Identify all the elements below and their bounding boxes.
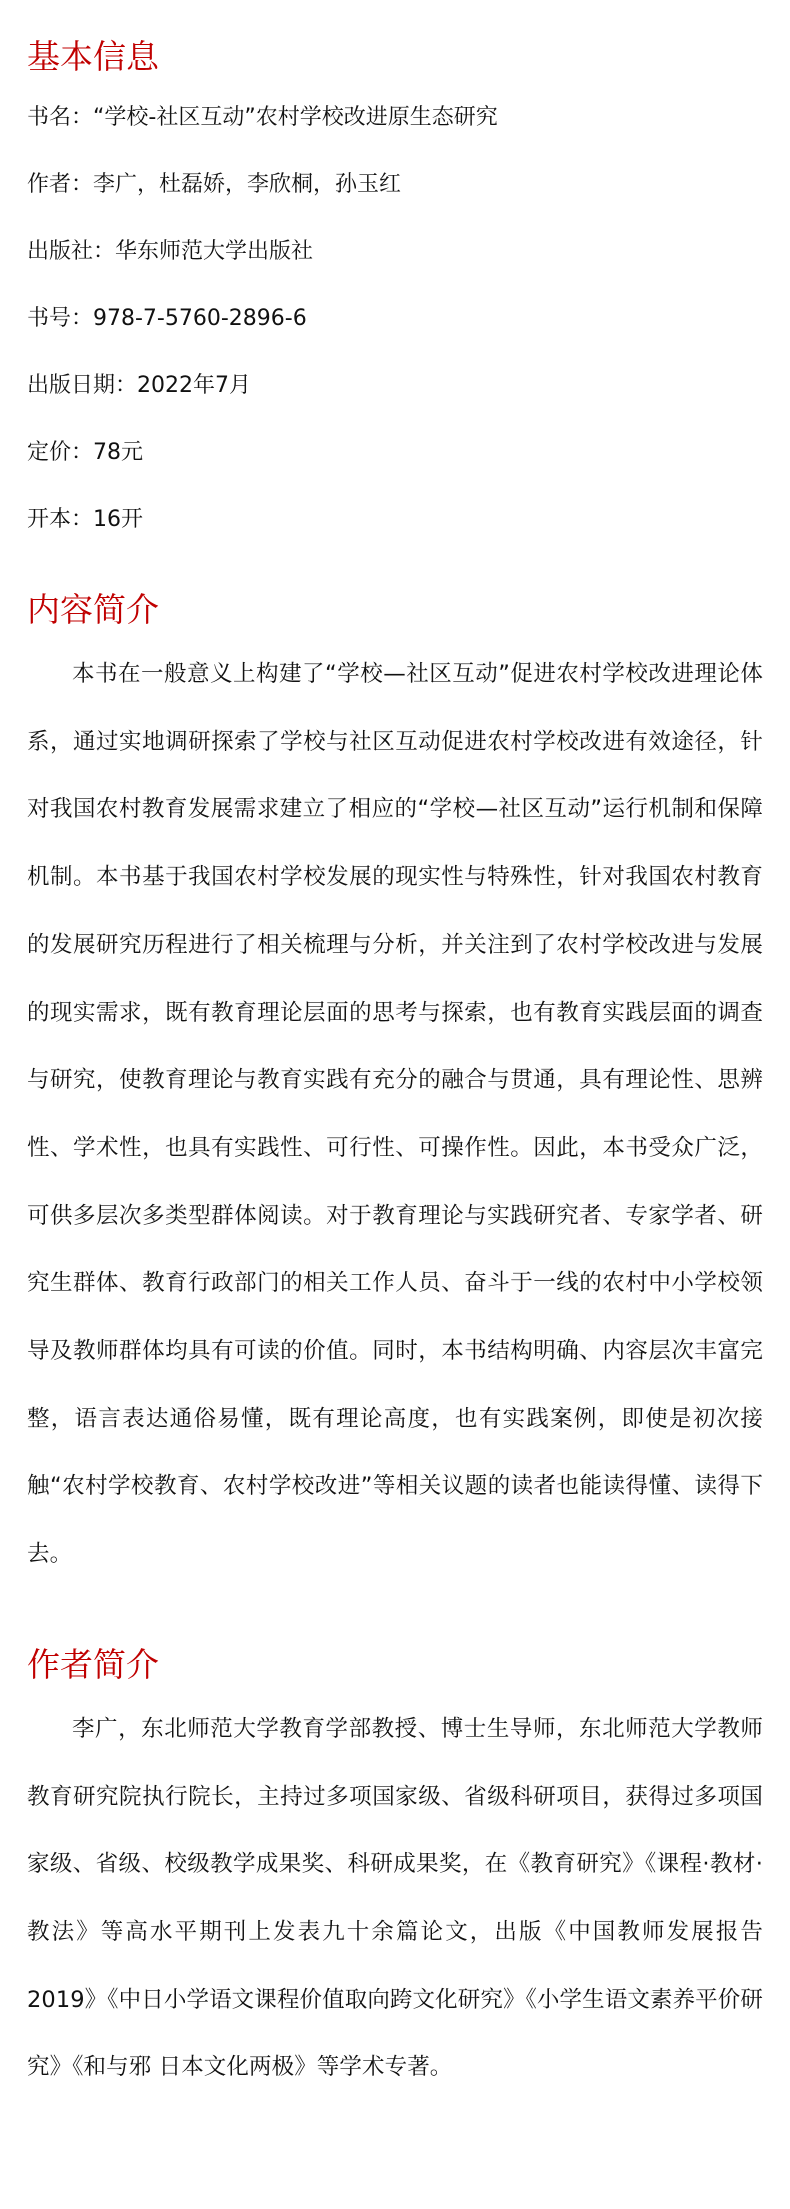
info-book-title: 书名：“学校-社区互动”农村学校改进原生态研究	[27, 105, 498, 130]
info-isbn: 书号：978-7-5760-2896-6	[27, 306, 307, 331]
author-paragraph: 李广，东北师范大学教育学部教授、博士生导师，东北师范大学教师教育研究院执行院长，主持过多项国家级、省级科研项目，获得过多项国家级、省级、校级教学成果奖、科研成果奖，在《教育研究》《课程·教材·教法》等高水平期刊上发表九十余篇论文，出版《中国教师发展报告 2019》《中日小学语文课程价值取向跨文化研究》《小学生语文素养平价研究》《和与邪 日本文化两极》等学术专著。	[27, 1715, 763, 2081]
summary-paragraph: 本书在一般意义上构建了“学校—社区互动”促进农村学校改进理论体系，通过实地调研探索了学校与社区互动促进农村学校改进有效途径，针对我国农村教育发展需求建立了相应的“学校—社区互动”运行机制和保障机制。本书基于我国农村学校发展的现实性与特殊性，针对我国农村教育的发展研究历程进行了相关梳理与分析，并关注到了农村学校改进与发展的现实需求，既有教育理论层面的思考与探索，也有教育实践层面的调查与研究，使教育理论与教育实践有充分的融合与贯通，具有理论性、思辨性、学术性，也具有实践性、可行性、可操作性。因此，本书受众广泛，可供多层次多类型群体阅读。对于教育理论与实践研究者、专家学者、研究生群体、教育行政部门的相关工作人员、奋斗于一线的农村中小学校领导及教师群体均具有可读的价值。同时，本书结构明确、内容层次丰富完整，语言表达通俗易懂，既有理论高度，也有实践案例，即使是初次接触“农村学校教育、农村学校改进”等相关议题的读者也能读得懂、读得下去。	[27, 661, 763, 1568]
basic-info-list	[27, 104, 763, 534]
info-publish-date: 出版日期：2022年7月	[27, 373, 251, 398]
summary-heading: 内容简介	[27, 590, 159, 629]
basic-info-heading: 基本信息	[27, 37, 159, 76]
info-format: 开本：16开	[27, 507, 143, 532]
info-publisher: 出版社：华东师范大学出版社	[27, 239, 314, 264]
info-price: 定价：78元	[27, 440, 143, 465]
info-authors: 作者：李广，杜磊娇，李欣桐，孙玉红	[27, 172, 402, 197]
author-heading: 作者简介	[27, 1644, 159, 1684]
